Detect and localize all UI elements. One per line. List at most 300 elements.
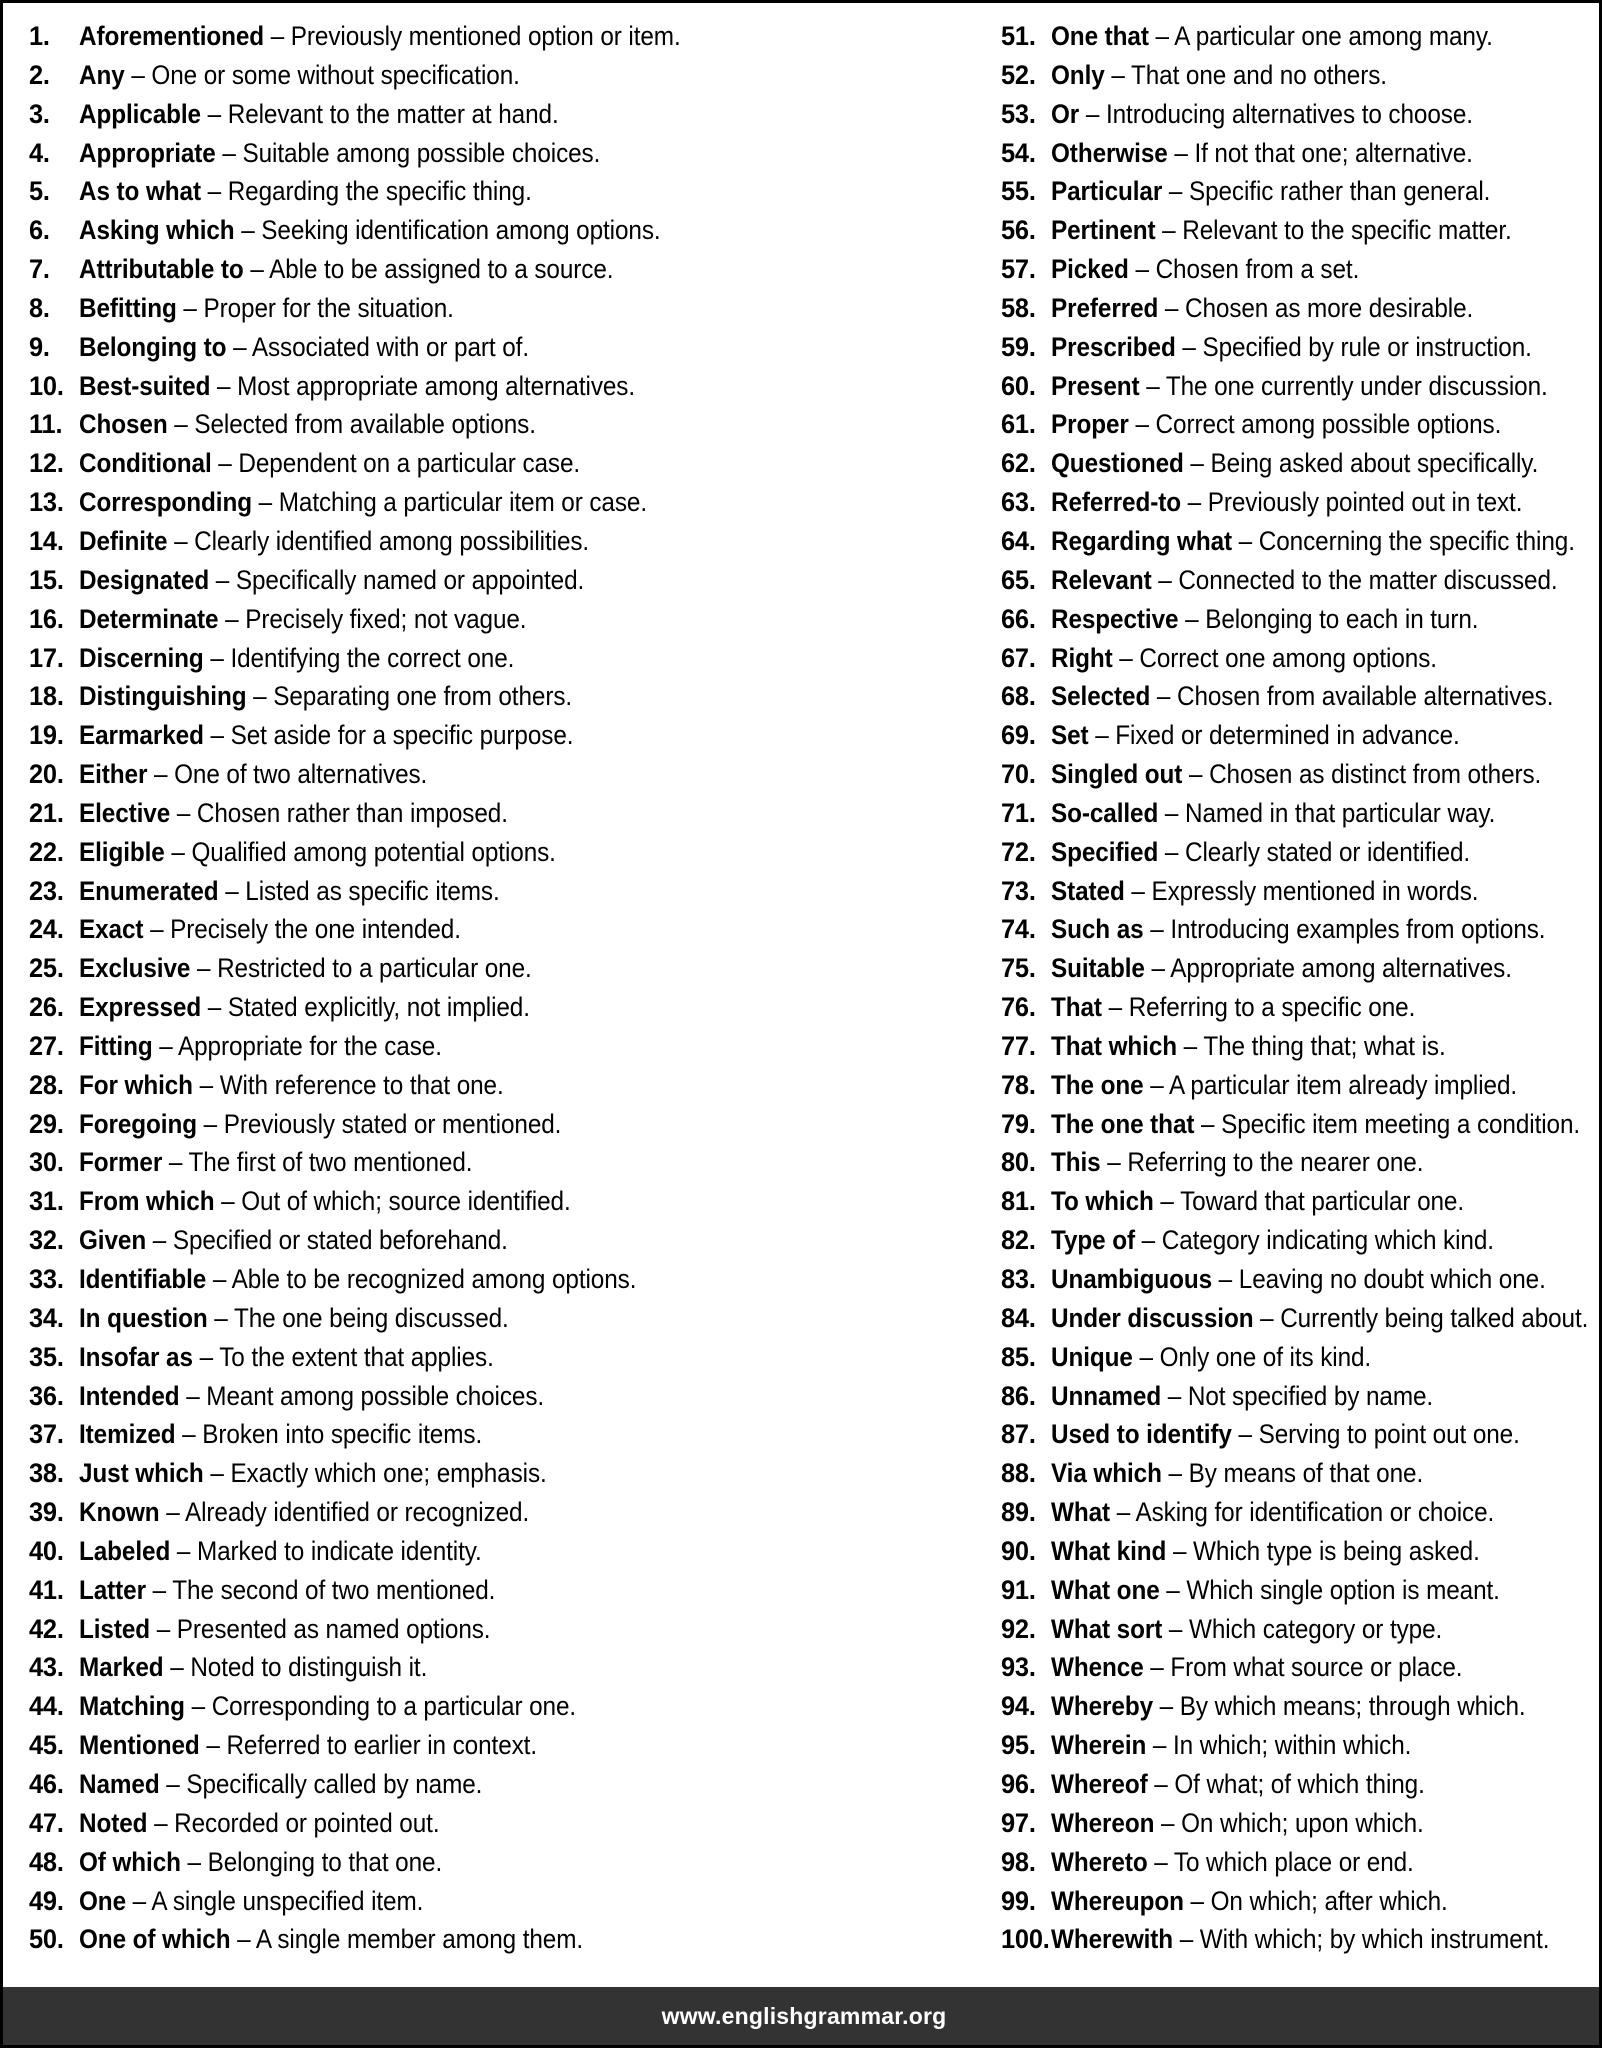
list-item-term: One that [1051, 21, 1149, 51]
list-item-number: 83. [1001, 1264, 1036, 1294]
list-item-separator: – [210, 720, 224, 751]
list-item-separator: – [152, 1574, 167, 1605]
list-item-definition: With reference to that one. [219, 1069, 504, 1100]
list-item-separator: – [1179, 1924, 1194, 1955]
list-item-term: Exact [79, 914, 144, 945]
list-item-body [1051, 172, 1550, 211]
list-item-number: 42. [29, 1613, 64, 1644]
list-item-body [1051, 755, 1550, 794]
list-item-body [79, 988, 731, 1027]
list-item-number: 61. [1001, 409, 1036, 440]
list-item-term: The one [1051, 1069, 1144, 1100]
list-item-definition: Specific item meeting a condition. [1221, 1108, 1581, 1139]
list-item-definition: Toward that particular one. [1180, 1186, 1465, 1217]
list-item-body [1051, 367, 1550, 406]
list-item-number: 69. [1001, 720, 1036, 751]
list-item-definition: Precisely fixed; not vague. [245, 603, 527, 634]
list-item [29, 1610, 803, 1649]
list-item [1001, 1726, 1602, 1765]
list-item-definition: Seeking identification among options. [261, 215, 661, 246]
list-item-term: What one [1051, 1574, 1160, 1605]
list-item-body [79, 444, 731, 483]
list-item-definition: Correct among possible options. [1155, 409, 1502, 440]
list-item [29, 95, 803, 134]
list-item-term: Whereof [1051, 1768, 1148, 1799]
list-item-separator: – [1185, 603, 1199, 634]
list-item-separator: – [1164, 292, 1179, 323]
list-item [1001, 1105, 1602, 1144]
footer-bar [3, 1987, 1602, 2045]
list-item-definition: Relevant to the matter at hand. [227, 98, 559, 129]
list-item [1001, 1687, 1602, 1726]
list-item-separator: – [1135, 409, 1149, 440]
list-item-definition: On which; after which. [1210, 1885, 1448, 1916]
list-item-body [79, 1610, 731, 1649]
list-item-separator: – [210, 642, 224, 673]
list-item-term: Picked [1051, 254, 1129, 285]
list-item-definition: A particular item already implied. [1168, 1069, 1518, 1100]
list-item-term: Questioned [1051, 448, 1184, 479]
list-item [29, 1532, 803, 1571]
list-item-separator: – [253, 681, 267, 712]
list-item-term: Preferred [1051, 292, 1159, 323]
list-item [29, 833, 803, 872]
list-item-definition: Introducing examples from options. [1170, 914, 1546, 945]
list-item-separator: – [207, 98, 222, 129]
list-item-definition: Proper for the situation. [203, 292, 454, 323]
list-item [1001, 1221, 1602, 1260]
left-column [3, 17, 803, 1959]
list-item-term: Distinguishing [79, 681, 247, 712]
footer-website-url[interactable]: www.englishgrammar.org [661, 2002, 947, 2029]
list-item-body [1051, 134, 1550, 173]
list-item-term: Foregoing [79, 1108, 197, 1139]
list-item-body [1051, 405, 1550, 444]
list-item-definition: Associated with or part of. [251, 331, 529, 362]
list-item-definition: Listed as specific items. [245, 875, 500, 906]
list-item-body [1051, 1454, 1550, 1493]
list-item [29, 1299, 803, 1338]
list-item-definition: To which place or end. [1173, 1846, 1414, 1877]
list-item-number: 31. [29, 1186, 64, 1217]
list-item-term: Whereby [1051, 1691, 1153, 1722]
list-item [29, 405, 803, 444]
list-item [1001, 1182, 1602, 1221]
list-item [29, 1648, 803, 1687]
list-item-term: Suitable [1051, 953, 1145, 984]
list-item-separator: – [1190, 1885, 1204, 1916]
list-item-number: 81. [1001, 1186, 1036, 1217]
list-item [29, 600, 803, 639]
two-column-list [3, 17, 1602, 1959]
list-item-term: Proper [1051, 409, 1129, 440]
list-item-number: 73. [1001, 875, 1036, 906]
list-item-body [1051, 1843, 1550, 1882]
list-item-separator: – [1183, 1030, 1198, 1061]
list-item-term: Regarding what [1051, 525, 1233, 556]
list-item-body [1051, 56, 1550, 95]
list-item-definition: In which; within which. [1172, 1730, 1412, 1761]
list-item-body [79, 172, 731, 211]
list-item-separator: – [1154, 1768, 1168, 1799]
list-item-term: Such as [1051, 914, 1144, 945]
list-item-number: 38. [29, 1458, 64, 1489]
list-item-body [79, 949, 731, 988]
list-item-separator: – [176, 797, 191, 828]
list-item-term: Befitting [79, 292, 177, 323]
list-item-number: 4. [29, 137, 50, 168]
list-item-separator: – [1150, 1652, 1164, 1683]
list-item-definition: Qualified among potential options. [191, 836, 556, 867]
list-item-term: Former [79, 1147, 163, 1178]
list-item-definition: Expressly mentioned in words. [1151, 875, 1479, 906]
list-item [1001, 250, 1602, 289]
list-item-body [1051, 1804, 1550, 1843]
list-item-separator: – [1150, 914, 1164, 945]
list-item-separator: – [1152, 1730, 1167, 1761]
list-item-separator: – [1095, 720, 1109, 751]
list-item-body [79, 833, 731, 872]
list-item-term: One of which [79, 1924, 231, 1955]
list-item-definition: Belonging to that one. [207, 1846, 443, 1877]
list-item-number: 65. [1001, 564, 1036, 595]
list-item-number: 70. [1001, 759, 1036, 790]
list-item-separator: – [212, 1264, 227, 1294]
list-item-number: 34. [29, 1302, 64, 1333]
list-item-definition: Meant among possible choices. [206, 1380, 545, 1411]
list-item [29, 1066, 803, 1105]
list-item-definition: A single member among them. [255, 1924, 584, 1955]
list-item-separator: – [1201, 1108, 1215, 1139]
list-item-term: Whence [1051, 1652, 1144, 1683]
list-item-term: Or [1051, 98, 1080, 129]
list-item-definition: Only one of its kind. [1159, 1341, 1372, 1372]
list-item-separator: – [1108, 992, 1123, 1023]
list-item-definition: Being asked about specifically. [1210, 448, 1539, 479]
list-item-separator: – [1160, 1186, 1174, 1217]
list-item-body [1051, 794, 1550, 833]
list-item-separator: – [1141, 1225, 1156, 1256]
list-item-body [1051, 95, 1550, 134]
list-item-definition: Referring to the nearer one. [1127, 1147, 1424, 1178]
list-item-separator: – [152, 1225, 167, 1256]
list-item-body [79, 794, 731, 833]
list-item-term: Particular [1051, 176, 1163, 207]
list-item-separator: – [131, 59, 145, 90]
list-item-number: 15. [29, 564, 64, 595]
list-item-number: 25. [29, 953, 64, 984]
list-item-separator: – [187, 1846, 201, 1877]
list-item-separator: – [1146, 370, 1160, 401]
list-item-definition: Appropriate for the case. [178, 1030, 442, 1061]
list-item-definition: Previously mentioned option or item. [290, 21, 681, 51]
list-item-body [1051, 949, 1550, 988]
list-item-separator: – [154, 1807, 168, 1838]
list-item-body [1051, 1610, 1550, 1649]
list-item-definition: Specified by rule or instruction. [1202, 331, 1532, 362]
list-item-number: 18. [29, 681, 64, 712]
list-item-definition: Precisely the one intended. [170, 914, 461, 945]
list-item-body [1051, 872, 1550, 911]
list-item [29, 367, 803, 406]
list-item [29, 1920, 803, 1959]
list-item-body [79, 1571, 731, 1610]
list-item-definition: Fixed or determined in advance. [1115, 720, 1460, 751]
list-item [29, 1571, 803, 1610]
list-item-term: Whereto [1051, 1846, 1148, 1877]
list-item-definition: Recorded or pointed out. [174, 1807, 440, 1838]
list-item-number: 3. [29, 98, 50, 129]
list-item-number: 89. [1001, 1497, 1036, 1528]
list-item-separator: – [1172, 1535, 1187, 1566]
list-item-definition: A particular one among many. [1174, 21, 1493, 51]
list-item [1001, 1920, 1602, 1959]
list-item-number: 29. [29, 1108, 64, 1139]
list-item-definition: Separating one from others. [273, 681, 573, 712]
list-item-body [79, 522, 731, 561]
list-item-term: Chosen [79, 409, 168, 440]
list-item-term: Noted [79, 1807, 148, 1838]
list-item-body [79, 134, 731, 173]
list-item-body [79, 755, 731, 794]
list-item-body [1051, 1260, 1550, 1299]
list-item-definition: Identifying the correct one. [230, 642, 515, 673]
list-item-body [79, 677, 731, 716]
list-item-term: Set [1051, 720, 1089, 751]
list-item-number: 20. [29, 759, 64, 790]
list-item-number: 67. [1001, 642, 1036, 673]
list-item-definition: Serving to point out one. [1258, 1419, 1520, 1450]
list-item-separator: – [221, 1186, 235, 1217]
list-item [29, 1143, 803, 1182]
list-item-body [79, 1066, 731, 1105]
list-item-definition: Matching a particular item or case. [278, 487, 648, 518]
list-item [29, 988, 803, 1027]
list-item-separator: – [1238, 1419, 1252, 1450]
list-item-definition: By means of that one. [1188, 1458, 1424, 1489]
list-item-term: Via which [1051, 1458, 1162, 1489]
list-item-term: Used to identify [1051, 1419, 1232, 1450]
list-item-number: 90. [1001, 1535, 1036, 1566]
list-item-body [1051, 1143, 1550, 1182]
list-item [1001, 1571, 1602, 1610]
list-item-term: Asking which [79, 215, 235, 246]
list-item-number: 93. [1001, 1652, 1036, 1683]
list-item [29, 522, 803, 561]
list-item [29, 1493, 803, 1532]
list-item-term: Wherein [1051, 1730, 1147, 1761]
list-item-body [1051, 289, 1550, 328]
list-item [1001, 522, 1602, 561]
list-item-body [79, 17, 731, 56]
list-item-definition: Previously stated or mentioned. [223, 1108, 562, 1139]
list-item-definition: Not specified by name. [1187, 1380, 1434, 1411]
list-item-term: Only [1051, 59, 1105, 90]
list-item-term: Pertinent [1051, 215, 1156, 246]
list-item-number: 27. [29, 1030, 64, 1061]
list-item-term: To which [1051, 1186, 1154, 1217]
list-item-separator: – [225, 875, 239, 906]
list-item-separator: – [1182, 331, 1196, 362]
list-item-term: Elective [79, 797, 171, 828]
list-item-body [79, 1027, 731, 1066]
list-item-number: 80. [1001, 1147, 1036, 1178]
list-item-definition: Most appropriate among alternatives. [237, 370, 636, 401]
list-item-term: Fitting [79, 1030, 153, 1061]
list-item-number: 7. [29, 254, 50, 285]
list-item-term: Listed [79, 1613, 151, 1644]
list-item [29, 1726, 803, 1765]
list-item-separator: – [196, 953, 211, 984]
list-item-term: Determinate [79, 603, 219, 634]
list-item-term: Expressed [79, 992, 202, 1023]
list-item-definition: Specified or stated beforehand. [172, 1225, 508, 1256]
list-item-definition: Referring to a specific one. [1128, 992, 1416, 1023]
list-item [1001, 172, 1602, 211]
list-item-definition: Selected from available options. [194, 409, 536, 440]
list-item-body [1051, 1648, 1550, 1687]
list-item [1001, 1882, 1602, 1921]
list-item-definition: Specifically called by name. [186, 1768, 483, 1799]
list-item-definition: Regarding the specific thing. [227, 176, 532, 207]
list-item [1001, 1454, 1602, 1493]
list-item-number: 16. [29, 603, 64, 634]
list-item-body [1051, 1027, 1550, 1066]
list-item [1001, 910, 1602, 949]
list-item [1001, 289, 1602, 328]
list-item-definition: Chosen as more desirable. [1185, 292, 1474, 323]
list-item-body [79, 639, 731, 678]
list-item-number: 60. [1001, 370, 1036, 401]
list-item-number: 46. [29, 1768, 64, 1799]
list-item-separator: – [250, 254, 264, 285]
list-item-body [1051, 328, 1550, 367]
list-item [1001, 1493, 1602, 1532]
list-item-term: That which [1051, 1030, 1177, 1061]
list-item-definition: The second of two mentioned. [172, 1574, 496, 1605]
list-item-body [79, 1105, 731, 1144]
list-item [29, 1882, 803, 1921]
list-item-separator: – [222, 137, 236, 168]
list-item-definition: Set aside for a specific purpose. [230, 720, 574, 751]
list-item-definition: One of two alternatives. [174, 759, 428, 790]
list-item-definition: Chosen as distinct from others. [1209, 759, 1542, 790]
list-item-definition: If not that one; alternative. [1194, 137, 1473, 168]
list-item-separator: – [1160, 1807, 1175, 1838]
list-item-definition: Which type is being asked. [1193, 1535, 1480, 1566]
list-item-number: 100. [1001, 1924, 1050, 1955]
list-item-term: Specified [1051, 836, 1159, 867]
list-item-definition: Correct one among options. [1139, 642, 1437, 673]
list-item-separator: – [1156, 681, 1171, 712]
list-item [29, 444, 803, 483]
list-item-separator: – [166, 1497, 180, 1528]
list-item-number: 96. [1001, 1768, 1036, 1799]
list-item-separator: – [153, 759, 168, 790]
list-item [29, 250, 803, 289]
list-item-term: Prescribed [1051, 331, 1176, 362]
list-item-term: Just which [79, 1458, 204, 1489]
list-item-term: Whereon [1051, 1807, 1155, 1838]
list-item-separator: – [156, 1613, 171, 1644]
list-item-separator: – [1131, 875, 1145, 906]
list-item-separator: – [225, 603, 239, 634]
list-item [29, 1804, 803, 1843]
list-item-number: 75. [1001, 953, 1036, 984]
list-item-definition: Chosen rather than imposed. [196, 797, 508, 828]
list-item-definition: Named in that particular way. [1184, 797, 1496, 828]
list-item-number: 13. [29, 487, 64, 518]
list-item-separator: – [1164, 836, 1179, 867]
list-item-number: 58. [1001, 292, 1036, 323]
list-item-term: Matching [79, 1691, 185, 1722]
list-item [1001, 755, 1602, 794]
list-item-number: 43. [29, 1652, 64, 1683]
list-item-separator: – [150, 914, 164, 945]
list-item [1001, 949, 1602, 988]
list-item-definition: Broken into specific items. [202, 1419, 483, 1450]
list-item-definition: Marked to indicate identity. [196, 1535, 482, 1566]
list-item-number: 21. [29, 797, 64, 828]
list-item-definition: Chosen from a set. [1155, 254, 1360, 285]
list-item-term: Whereupon [1051, 1885, 1184, 1916]
list-item-body [79, 1221, 731, 1260]
list-item-number: 8. [29, 292, 50, 323]
list-item-body [79, 1338, 731, 1377]
list-item [1001, 1260, 1602, 1299]
list-item-definition: The one currently under discussion. [1165, 370, 1548, 401]
list-item-term: Wherewith [1051, 1924, 1174, 1955]
list-item-term: From which [79, 1186, 215, 1217]
list-item-body [1051, 561, 1558, 600]
list-item-definition: Able to be assigned to a source. [269, 254, 614, 285]
list-item-separator: – [182, 1419, 196, 1450]
list-item-body [79, 1920, 731, 1959]
list-item-definition: Connected to the matter discussed. [1178, 564, 1558, 595]
list-item [29, 1687, 803, 1726]
list-item-term: Aforementioned [79, 21, 265, 51]
list-item-definition: Chosen from available alternatives. [1177, 681, 1554, 712]
list-item-term: Otherwise [1051, 137, 1168, 168]
list-item-term: Identifiable [79, 1264, 207, 1294]
list-item-separator: – [183, 292, 197, 323]
list-item-definition: Stated explicitly, not implied. [227, 992, 530, 1023]
list-item-definition: Restricted to a particular one. [217, 953, 532, 984]
list-item-separator: – [1190, 448, 1204, 479]
list-item-number: 98. [1001, 1846, 1036, 1877]
list-item-number: 11. [29, 409, 63, 440]
list-item-number: 48. [29, 1846, 64, 1877]
list-item-body [1051, 211, 1550, 250]
list-item [29, 1338, 803, 1377]
list-item-body [1051, 1532, 1550, 1571]
list-item-term: What sort [1051, 1613, 1163, 1644]
list-item-number: 33. [29, 1264, 64, 1294]
list-item-separator: – [1151, 953, 1165, 984]
list-item-number: 6. [29, 215, 50, 246]
list-item-number: 82. [1001, 1225, 1036, 1256]
list-item [29, 1221, 803, 1260]
list-item-definition: Exactly which one; emphasis. [230, 1458, 547, 1489]
list-item-term: One [79, 1885, 126, 1916]
list-item-body [1051, 833, 1550, 872]
list-item-definition: Referred to earlier in context. [226, 1730, 538, 1761]
list-item-definition: Previously pointed out in text. [1207, 487, 1523, 518]
list-item [29, 289, 803, 328]
list-item-body [1051, 1182, 1550, 1221]
list-item-separator: – [159, 1030, 173, 1061]
list-item [29, 1415, 803, 1454]
